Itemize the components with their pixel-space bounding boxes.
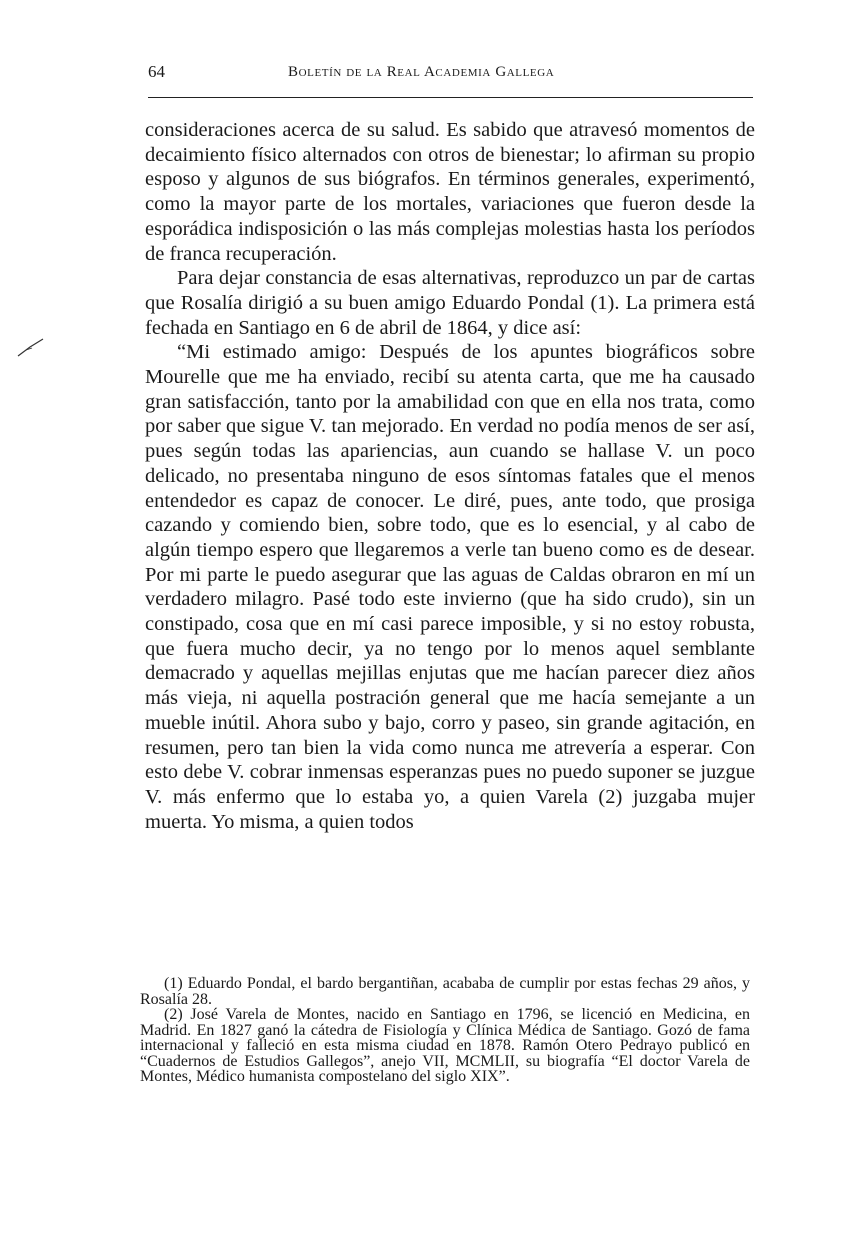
footnotes: [140, 976, 750, 1085]
body-paragraph: consideraciones acerca de su salud. Es sabido que atravesó momentos de decaimiento físico alternados con otros de bienestar; lo afirman su propio esposo y algunos de sus biógrafos. En términos generales, experimentó, como la mayor parte de los mortales, variaciones que fueron desde la esporádica indisposición o las más complejas molestias hasta los períodos de franca recuperación.: [145, 119, 755, 265]
running-head: Boletín de la Real Academia Gallega: [288, 64, 555, 80]
pencil-margin-mark-icon: [16, 336, 46, 358]
page-number: 64: [148, 62, 165, 81]
header-rule: [148, 97, 753, 98]
footnote: (2) José Varela de Montes, nacido en Santiago en 1796, se licenció en Medicina, en Madrid. En 1827 ganó la cátedra de Fisiología y Clínica Médica de Santiago. Gozó de fama internacional y falleció en esta misma ciudad en 1878. Ramón Otero Pedrayo publicó en “Cuadernos de Estudios Gallegos”, anejo VII, MCMLII, su biografía “El doctor Varela de Montes, Médico humanista compostelano del siglo XIX”.: [140, 1006, 750, 1085]
body-paragraph: “Mi estimado amigo: Después de los apuntes biográficos sobre Mourelle que me ha enviado, recibí su atenta carta, que me ha causado gran satisfacción, tanto por la amabilidad con que en ella nos trata, como por saber que sigue V. tan mejorado. En verdad no podía menos de ser así, pues según todas las apariencias, aun cuando se hallase V. un poco delicado, no presentaba ninguno de esos síntomas fatales que el menos entendedor es capaz de conocer. Le diré, pues, ante todo, que prosiga cazando y comiendo bien, sobre todo, que es lo esencial, y al cabo de algún tiempo espero que llegaremos a verle tan bueno como es de desear. Por mi parte le puedo asegurar que las aguas de Caldas obraron en mí un verdadero milagro. Pasé todo este invierno (que ha sido crudo), sin un constipado, cosa que en mí casi parece imposible, y si no estoy robusta, que fuera mucho decir, ya no tengo por lo menos aquel semblante demacrado y aquellas mejillas enjutas que me hacían parecer diez años más vieja, ni aquella postración general que me hacía semejante a un mueble inútil. Ahora subo y bajo, corro y paseo, sin grande agitación, en resumen, pero tan bien la vida como nunca me atrevería a esperar. Con esto debe V. cobrar inmensas esperanzas pues no puedo suponer se juzgue V. más enfermo que lo estaba yo, a quien Varela (2) juzgaba mujer muerta. Yo misma, a quien todos: [145, 341, 755, 833]
body-text: [145, 118, 755, 834]
body-paragraph: Para dejar constancia de esas alternativas, reproduzco un par de cartas que Rosalía dirigió a su buen amigo Eduardo Pondal (1). La primera está fechada en Santiago en 6 de abril de 1864, y dice así:: [145, 267, 755, 339]
footnote: (1) Eduardo Pondal, el bardo bergantiñan, acababa de cumplir por estas fechas 29 años, y Rosalía 28.: [140, 975, 750, 1008]
page-header: [0, 62, 850, 92]
